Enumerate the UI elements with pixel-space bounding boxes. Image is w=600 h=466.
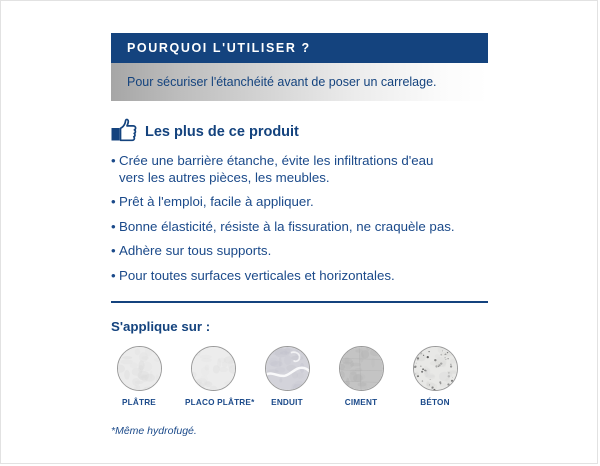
bullet-icon: • bbox=[111, 153, 116, 168]
advantage-text-line2: vers les autres pièces, les meubles. bbox=[119, 169, 330, 185]
page-title: POURQUOI L'UTILISER ? bbox=[127, 41, 311, 55]
advantage-text: Prêt à l'emploi, facile à appliquer. bbox=[119, 194, 314, 209]
advantage-text: Crée une barrière étanche, évite les infiltrations d'eau bbox=[119, 153, 434, 168]
coating-swatch bbox=[265, 346, 310, 391]
header-subtitle: Pour sécuriser l'étanchéité avant de poser un carrelage. bbox=[127, 75, 437, 89]
surface-swatch-label: BÉTON bbox=[420, 398, 450, 407]
advantages-title: Les plus de ce produit bbox=[145, 123, 299, 140]
advantages-list bbox=[111, 153, 511, 284]
footnote: *Même hydrofugé. bbox=[111, 425, 197, 437]
concrete-swatch bbox=[413, 346, 458, 391]
plaster-swatch bbox=[117, 346, 162, 391]
surface-swatch-row bbox=[111, 346, 491, 407]
header-block bbox=[111, 33, 488, 101]
bullet-icon: • bbox=[111, 194, 116, 209]
surface-swatch-label: CIMENT bbox=[344, 398, 378, 407]
surface-swatch bbox=[111, 346, 167, 407]
surface-swatch bbox=[185, 346, 255, 407]
advantages-section bbox=[111, 117, 511, 292]
advantage-item bbox=[111, 194, 511, 211]
header-bar bbox=[111, 33, 488, 63]
cement-swatch bbox=[339, 346, 384, 391]
advantage-item bbox=[111, 268, 511, 285]
plasterboard-swatch bbox=[191, 346, 236, 391]
advantage-text: Bonne élasticité, résiste à la fissuration, ne craquèle pas. bbox=[119, 218, 455, 234]
advantage-item bbox=[111, 243, 511, 260]
bullet-icon: • bbox=[111, 243, 116, 258]
advantage-item bbox=[111, 153, 511, 186]
bullet-icon: • bbox=[111, 267, 116, 283]
advantage-text: Pour toutes surfaces verticales et horizontales. bbox=[119, 267, 395, 283]
header-subtitle-band bbox=[111, 63, 488, 101]
section-divider bbox=[111, 301, 488, 303]
surface-swatch-label: PLÂTRE bbox=[122, 398, 156, 407]
surface-swatch-label: PLACO PLÂTRE* bbox=[185, 398, 255, 407]
surface-swatch bbox=[259, 346, 315, 407]
applies-section bbox=[111, 319, 491, 407]
bullet-icon: • bbox=[111, 218, 116, 234]
advantages-heading bbox=[111, 117, 511, 143]
surface-swatch-label: ENDUIT bbox=[271, 398, 303, 407]
surface-swatch bbox=[333, 346, 389, 407]
applies-title: S'applique sur : bbox=[111, 319, 211, 334]
advantage-text: Adhère sur tous supports. bbox=[119, 243, 272, 258]
thumbs-up-icon bbox=[111, 118, 137, 142]
advantage-item bbox=[111, 219, 511, 236]
surface-swatch bbox=[407, 346, 463, 407]
